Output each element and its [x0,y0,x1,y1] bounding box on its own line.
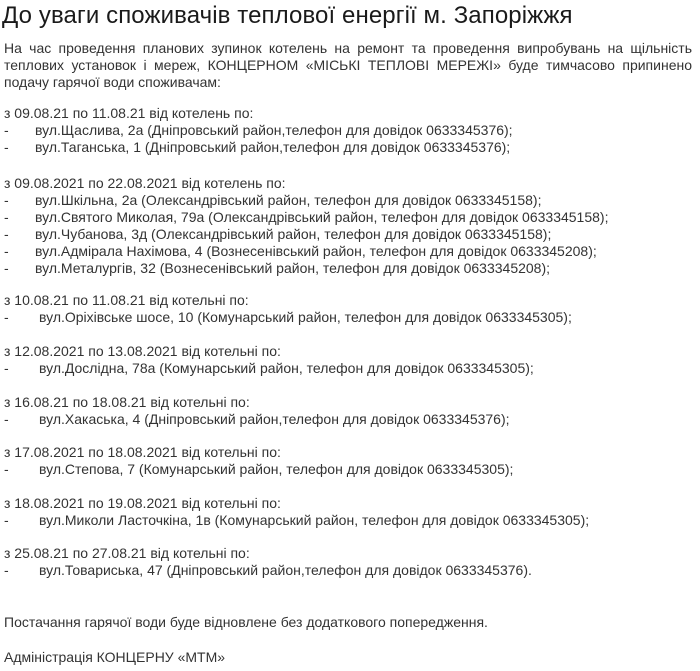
outage-address-text: вул.Металургів, 32 (Вознесенівський район, телефон для довідок 0633345208); [35,260,551,276]
outage-address-text: вул.Миколи Ласточкіна, 1в (Комунарський район, телефон для довідок 0633345305); [39,512,590,528]
outage-address-text: вул.Адмірала Нахімова, 4 (Вознесенівський район, телефон для довідок 0633345208); [35,243,597,259]
list-dash: - [4,122,9,138]
outage-group [4,495,694,529]
outage-period-heading: з 09.08.21 по 11.08.21 від котелень по: [4,105,254,121]
outage-address-text: вул.Щаслива, 2а (Дніпровський район,телефон для довідок 0633345376); [35,122,513,138]
list-dash: - [4,192,9,208]
list-dash: - [4,309,9,325]
outage-address-text: вул.Чубанова, 3д (Олександрівський район, телефон для довідок 0633345158); [35,226,552,242]
outage-period-heading: з 25.08.21 по 27.08.21 від котельні по: [4,545,250,561]
intro-line: На час проведення планових зупинок котелень на ремонт та проведення випробувань на щільність [4,40,692,56]
outage-address-item [4,512,694,529]
intro-line: подачу гарячої води споживачам: [4,74,221,90]
outage-address-text: вул.Шкільна, 2а (Олександрівський район, телефон для довідок 0633345158); [35,192,542,208]
outage-address-item [4,411,694,428]
list-dash: - [4,411,9,427]
list-dash: - [4,562,9,578]
outage-address-text: вул.Таганська, 1 (Дніпровський район,телефон для довідок 0633345376); [35,139,511,155]
outage-address-item [4,309,694,326]
outage-address-text: вул.Степова, 7 (Комунарський район, телефон для довідок 0633345305); [39,461,514,477]
outage-address-text: вул.Товариська, 47 (Дніпровський район,телефон для довідок 0633345376). [39,562,532,578]
outage-group [4,175,694,277]
outage-address-text: вул.Хакаська, 4 (Дніпровський район,телефон для довідок 0633345376); [39,411,510,427]
outage-group [4,343,694,377]
signature: Адміністрація КОНЦЕРНУ «МТМ» [4,649,226,665]
outage-address-text: вул.Святого Миколая, 79а (Олександрівський район, телефон для довідок 0633345158); [35,209,609,225]
outage-period-heading: з 18.08.2021 по 19.08.2021 від котельні по: [4,495,281,511]
outage-group [4,394,694,428]
outage-address-item [4,122,694,139]
list-dash: - [4,461,9,477]
outage-address-text: вул.Оріхівське шосе, 10 (Комунарський район, телефон для довідок 0633345305); [39,309,572,325]
outage-period-heading: з 16.08.21 по 18.08.21 від котельні по: [4,394,250,410]
list-dash: - [4,139,9,155]
outage-period-heading: з 17.08.2021 по 18.08.2021 від котельні по: [4,444,281,460]
list-dash: - [4,360,9,376]
outage-group [4,545,694,579]
list-dash: - [4,243,9,259]
outage-address-text: вул.Дослідна, 78а (Комунарський район, телефон для довідок 0633345305); [39,360,534,376]
outage-address-item [4,260,694,277]
outage-address-item [4,192,694,209]
outage-group [4,105,694,156]
list-dash: - [4,260,9,276]
outage-group [4,444,694,478]
outage-address-item [4,139,694,156]
outage-address-item [4,209,694,226]
list-dash: - [4,512,9,528]
page-title: До уваги споживачів теплової енергії м. Запоріжжя [2,2,573,29]
outage-address-item [4,360,694,377]
outage-group [4,292,694,326]
list-dash: - [4,226,9,242]
closing-note: Постачання гарячої води буде відновлене без додаткового попередження. [4,614,488,630]
outage-period-heading: з 12.08.2021 по 13.08.2021 від котельні по: [4,343,281,359]
intro-paragraph [4,40,692,91]
outage-period-heading: з 10.08.21 по 11.08.21 від котельні по: [4,292,249,308]
intro-line: теплових установок і мереж, КОНЦЕРНОМ «МІСЬКІ ТЕПЛОВІ МЕРЕЖІ» будe тимчасово припинено [4,57,692,73]
outage-address-item [4,243,694,260]
list-dash: - [4,209,9,225]
outage-address-item [4,461,694,478]
outage-address-item [4,562,694,579]
outage-period-heading: з 09.08.2021 по 22.08.2021 від котелень по: [4,175,286,191]
outage-address-item [4,226,694,243]
